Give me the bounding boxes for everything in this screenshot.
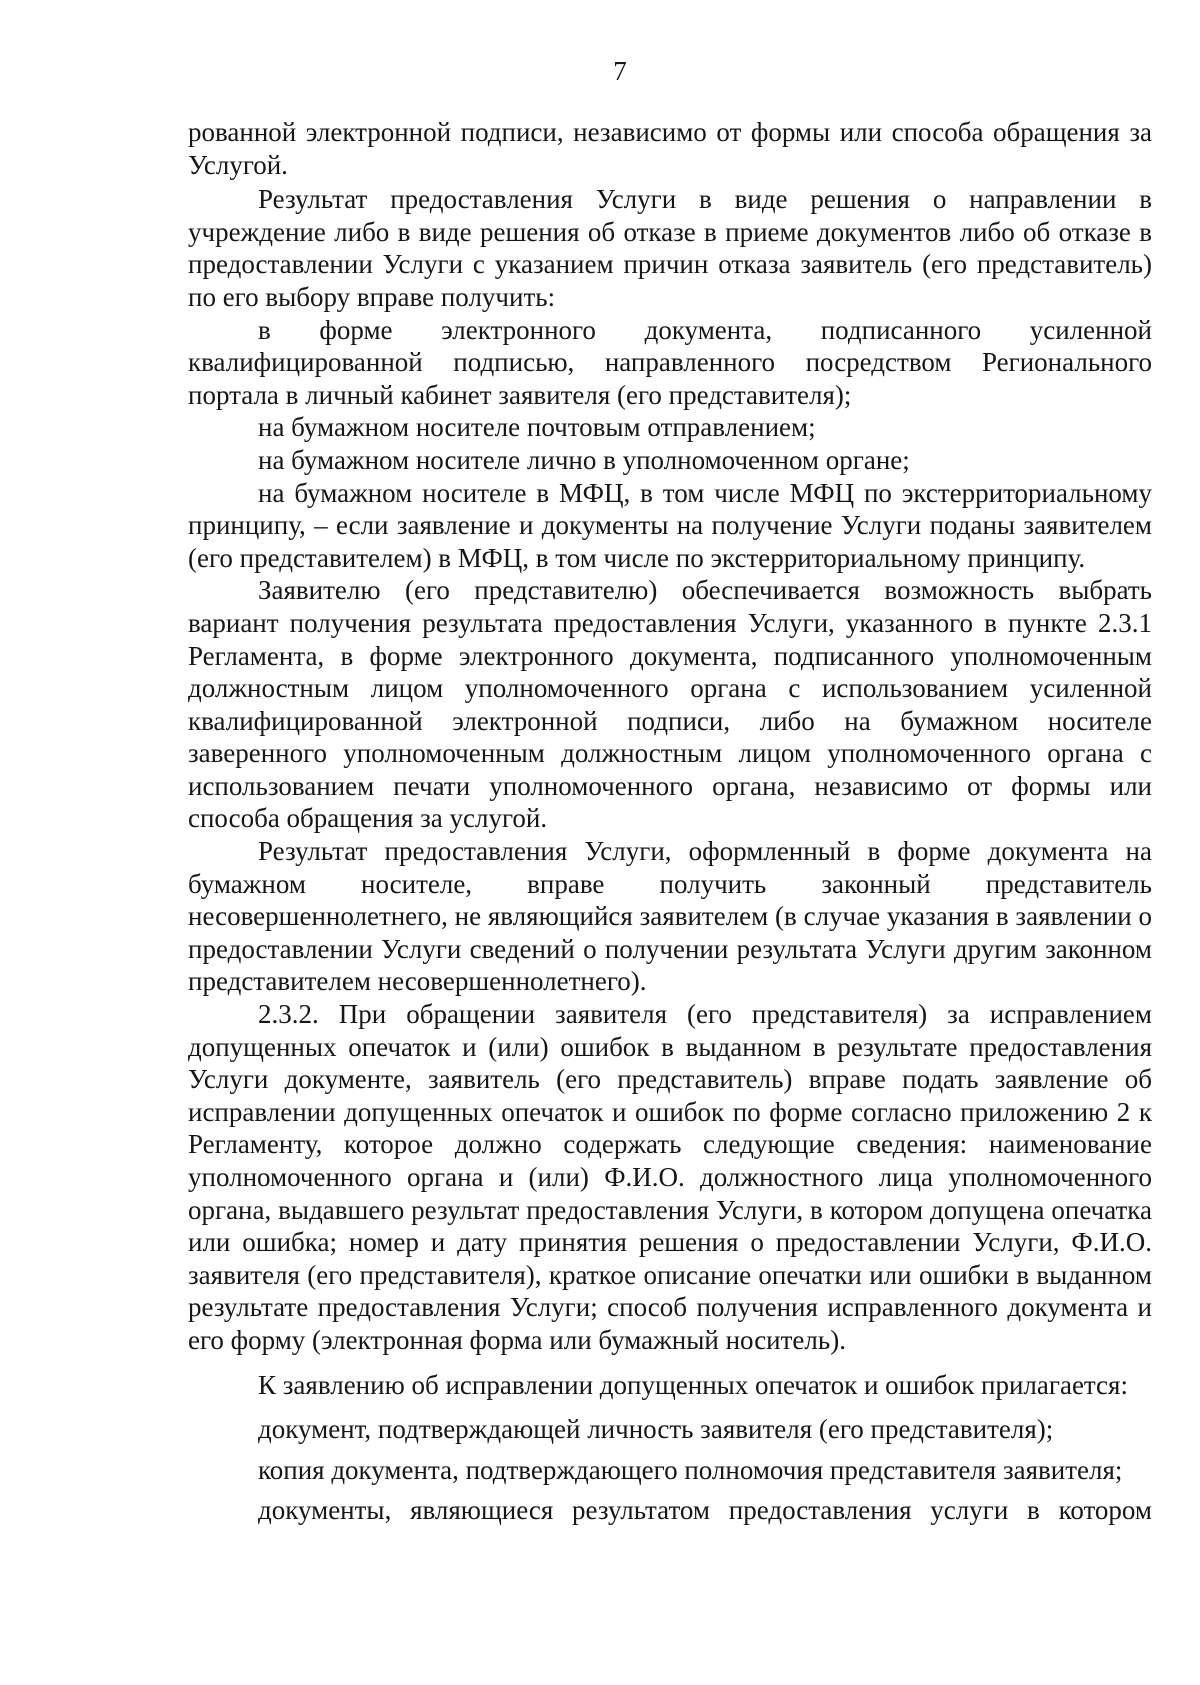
paragraph-2-3-2: 2.3.2. При обращении заявителя (его представителя) за исправлением допущенных опечаток и (или) ошибок в выданном в результате предоставления Услуги документе, заявитель (его представитель) вправе подать заявление об исправлении допущенных опечаток и ошибок по форме согласно приложению 2 к Регламенту, которое должно содержать следующие сведения: наименование уполномоченного органа и (или) Ф.И.О. должностного лица уполномоченного органа, выдавшего результат предоставления Услуги, в котором допущена опечатка или ошибка; номер и дату принятия решения о предоставлении Услуги, Ф.И.О. заявителя (его представителя), краткое описание опечатки или ошибки в выданном результате предоставления Услуги; способ получения исправленного документа и его форму (электронная форма или бумажный носитель). (188, 999, 1152, 1355)
paragraph-mfc: на бумажном носителе в МФЦ, в том числе МФЦ по экстерриториальному принципу, – если заявление и документы на получение Услуги поданы заявителем (его представителем) в МФЦ, в том числе по экстерриториальному принципу. (188, 477, 1152, 573)
paragraph-result-options: Результат предоставления Услуги в виде решения о направлении в учреждение либо в виде решения об отказе в приеме документов либо об отказе в предоставлении Услуги с указанием причин отказа заявитель (его представитель) по его выбору вправе получить: (188, 184, 1152, 312)
paragraph-postal: на бумажном носителе почтовым отправлением; (258, 412, 816, 443)
paragraph-result-documents: документы, являющиеся результатом предоставления услуги в котором (258, 1495, 1152, 1526)
paragraph-in-person: на бумажном носителе лично в уполномоченном органе; (258, 444, 910, 475)
paragraph-authority-copy: копия документа, подтверждающего полномочия представителя заявителя; (258, 1454, 1123, 1485)
paragraph-identity-document: документ, подтверждающей личность заявителя (его представителя); (258, 1414, 1054, 1445)
document-body (188, 116, 1152, 1527)
paragraph-continuation: рованной электронной подписи, независимо от формы или способа обращения за Услугой. (188, 117, 1152, 180)
page-number: 7 (613, 56, 627, 86)
paragraph-attachments-intro: К заявлению об исправлении допущенных опечаток и ошибок прилагается: (258, 1369, 1128, 1400)
paragraph-electronic-document: в форме электронного документа, подписанного усиленной квалифицированной подписью, направленного посредством Регионального портала в личный кабинет заявителя (его представителя); (188, 314, 1152, 410)
paragraph-legal-representative: Результат предоставления Услуги, оформленный в форме документа на бумажном носителе, вправе получить законный представитель несовершеннолетнего, не являющийся заявителем (в случае указания в заявлении о предоставлении Услуги сведений о получении результата Услуги другим законном представителем несовершеннолетнего). (188, 836, 1152, 997)
paragraph-choice: Заявителю (его представителю) обеспечивается возможность выбрать вариант получения результата предоставления Услуги, указанного в пункте 2.3.1 Регламента, в форме электронного документа, подписанного уполномоченным должностным лицом уполномоченного органа с использованием усиленной квалифицированной электронной подписи, либо на бумажном носителе заверенного уполномоченным должностным лицом уполномоченного органа с использованием печати уполномоченного органа, независимо от формы или способа обращения за услугой. (188, 575, 1152, 834)
